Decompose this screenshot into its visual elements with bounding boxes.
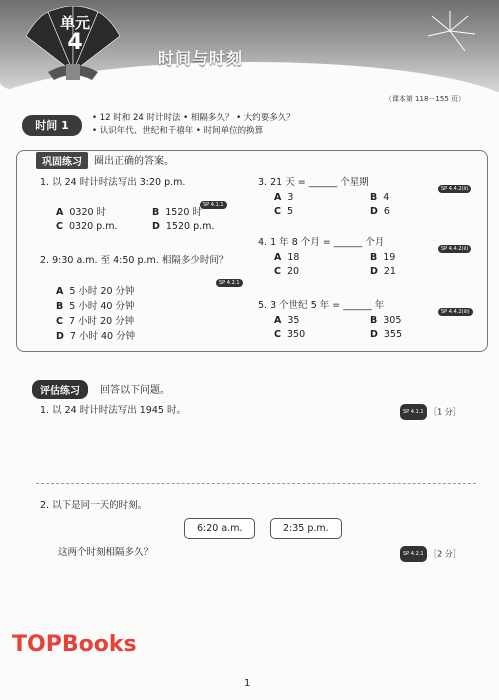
question-1 [40, 176, 185, 190]
practice-instruction: 圈出正确的答案。 [94, 156, 174, 167]
marks-2: SP 4.2.1 ［2 分］ [400, 546, 461, 562]
sparkle-decoration [420, 6, 480, 56]
q3-options: A 3 B 4 C 5 D 6 [274, 192, 390, 217]
question-2 [40, 254, 240, 268]
question-3: 3. 21 天 = ______ 个星期 [258, 177, 369, 188]
sp-badge: SP 4.4.2(ii) [438, 238, 471, 257]
eval-question-1: 1. 以 24 时计时法写出 1945 时。 [40, 405, 186, 416]
logo-part-2: Books [61, 632, 137, 657]
topbooks-logo [12, 632, 137, 657]
page-title: 时间与时刻 [158, 49, 244, 68]
q5-options: A 35 B 305 C 350 D 355 [274, 315, 403, 340]
sp-badge: SP 4.2.1 [216, 272, 243, 291]
topic-item: • 12 时和 24 时计时法 • 相隔多久？ • 大约要多久？ [92, 112, 295, 125]
q1-options: A 0320 时 B 1520 时 C 0320 p.m. D 1520 p.m. [56, 207, 215, 232]
section-tab: 时间 1 [22, 115, 82, 136]
question-4: 4. 1 年 8 个月 = ______ 个月 [258, 237, 385, 248]
evaluation-instruction: 回答以下问题。 [100, 385, 170, 396]
evaluation-title: 评估练习 [32, 380, 88, 399]
sp-badge: SP 4.4.2(iii) [438, 301, 473, 320]
page-reference: （课本第 118－155 页） [384, 95, 465, 103]
sp-badge: SP 4.4.2(ii) [438, 178, 471, 197]
unit-label: 单元 [59, 14, 90, 32]
question-text: 以 24 时计时法写出 3:20 p.m. [52, 177, 186, 188]
divider [36, 483, 476, 484]
eval-question-2: 2. 以下是同一天的时刻。 [40, 500, 148, 511]
question-5: 5. 3 个世纪 5 年 = ______ 年 [258, 300, 385, 311]
question-text: 9:30 a.m. 至 4:50 p.m. 相隔多少时间？ [52, 255, 229, 266]
q4-options: A 18 B 19 C 20 D 21 [274, 252, 396, 277]
question-number: 2. [40, 255, 50, 266]
time-box-2: 2:35 p.m. [270, 518, 342, 539]
practice-title: 巩固练习 [36, 152, 88, 169]
marks-1: SP 4.1.1 ［1 分］ [400, 404, 461, 420]
topic-item: • 认识年代、世纪和千禧年 • 时间单位的换算 [92, 125, 295, 138]
sp-badge: SP 4.1.1 [200, 194, 227, 213]
page-number: 1 [244, 678, 251, 689]
q2-options: A 5 小时 20 分钟 B 5 小时 40 分钟 C 7 小时 20 分钟 D 7 小时 40 分钟 [56, 286, 136, 342]
topic-list [92, 112, 295, 138]
question-number: 1. [40, 177, 50, 188]
time-box-1: 6:20 a.m. [184, 518, 255, 539]
logo-part-1: TOP [12, 632, 62, 657]
unit-number: 4 [67, 30, 83, 55]
eval-question-2-sub: 这两个时刻相隔多久？ [58, 547, 154, 558]
